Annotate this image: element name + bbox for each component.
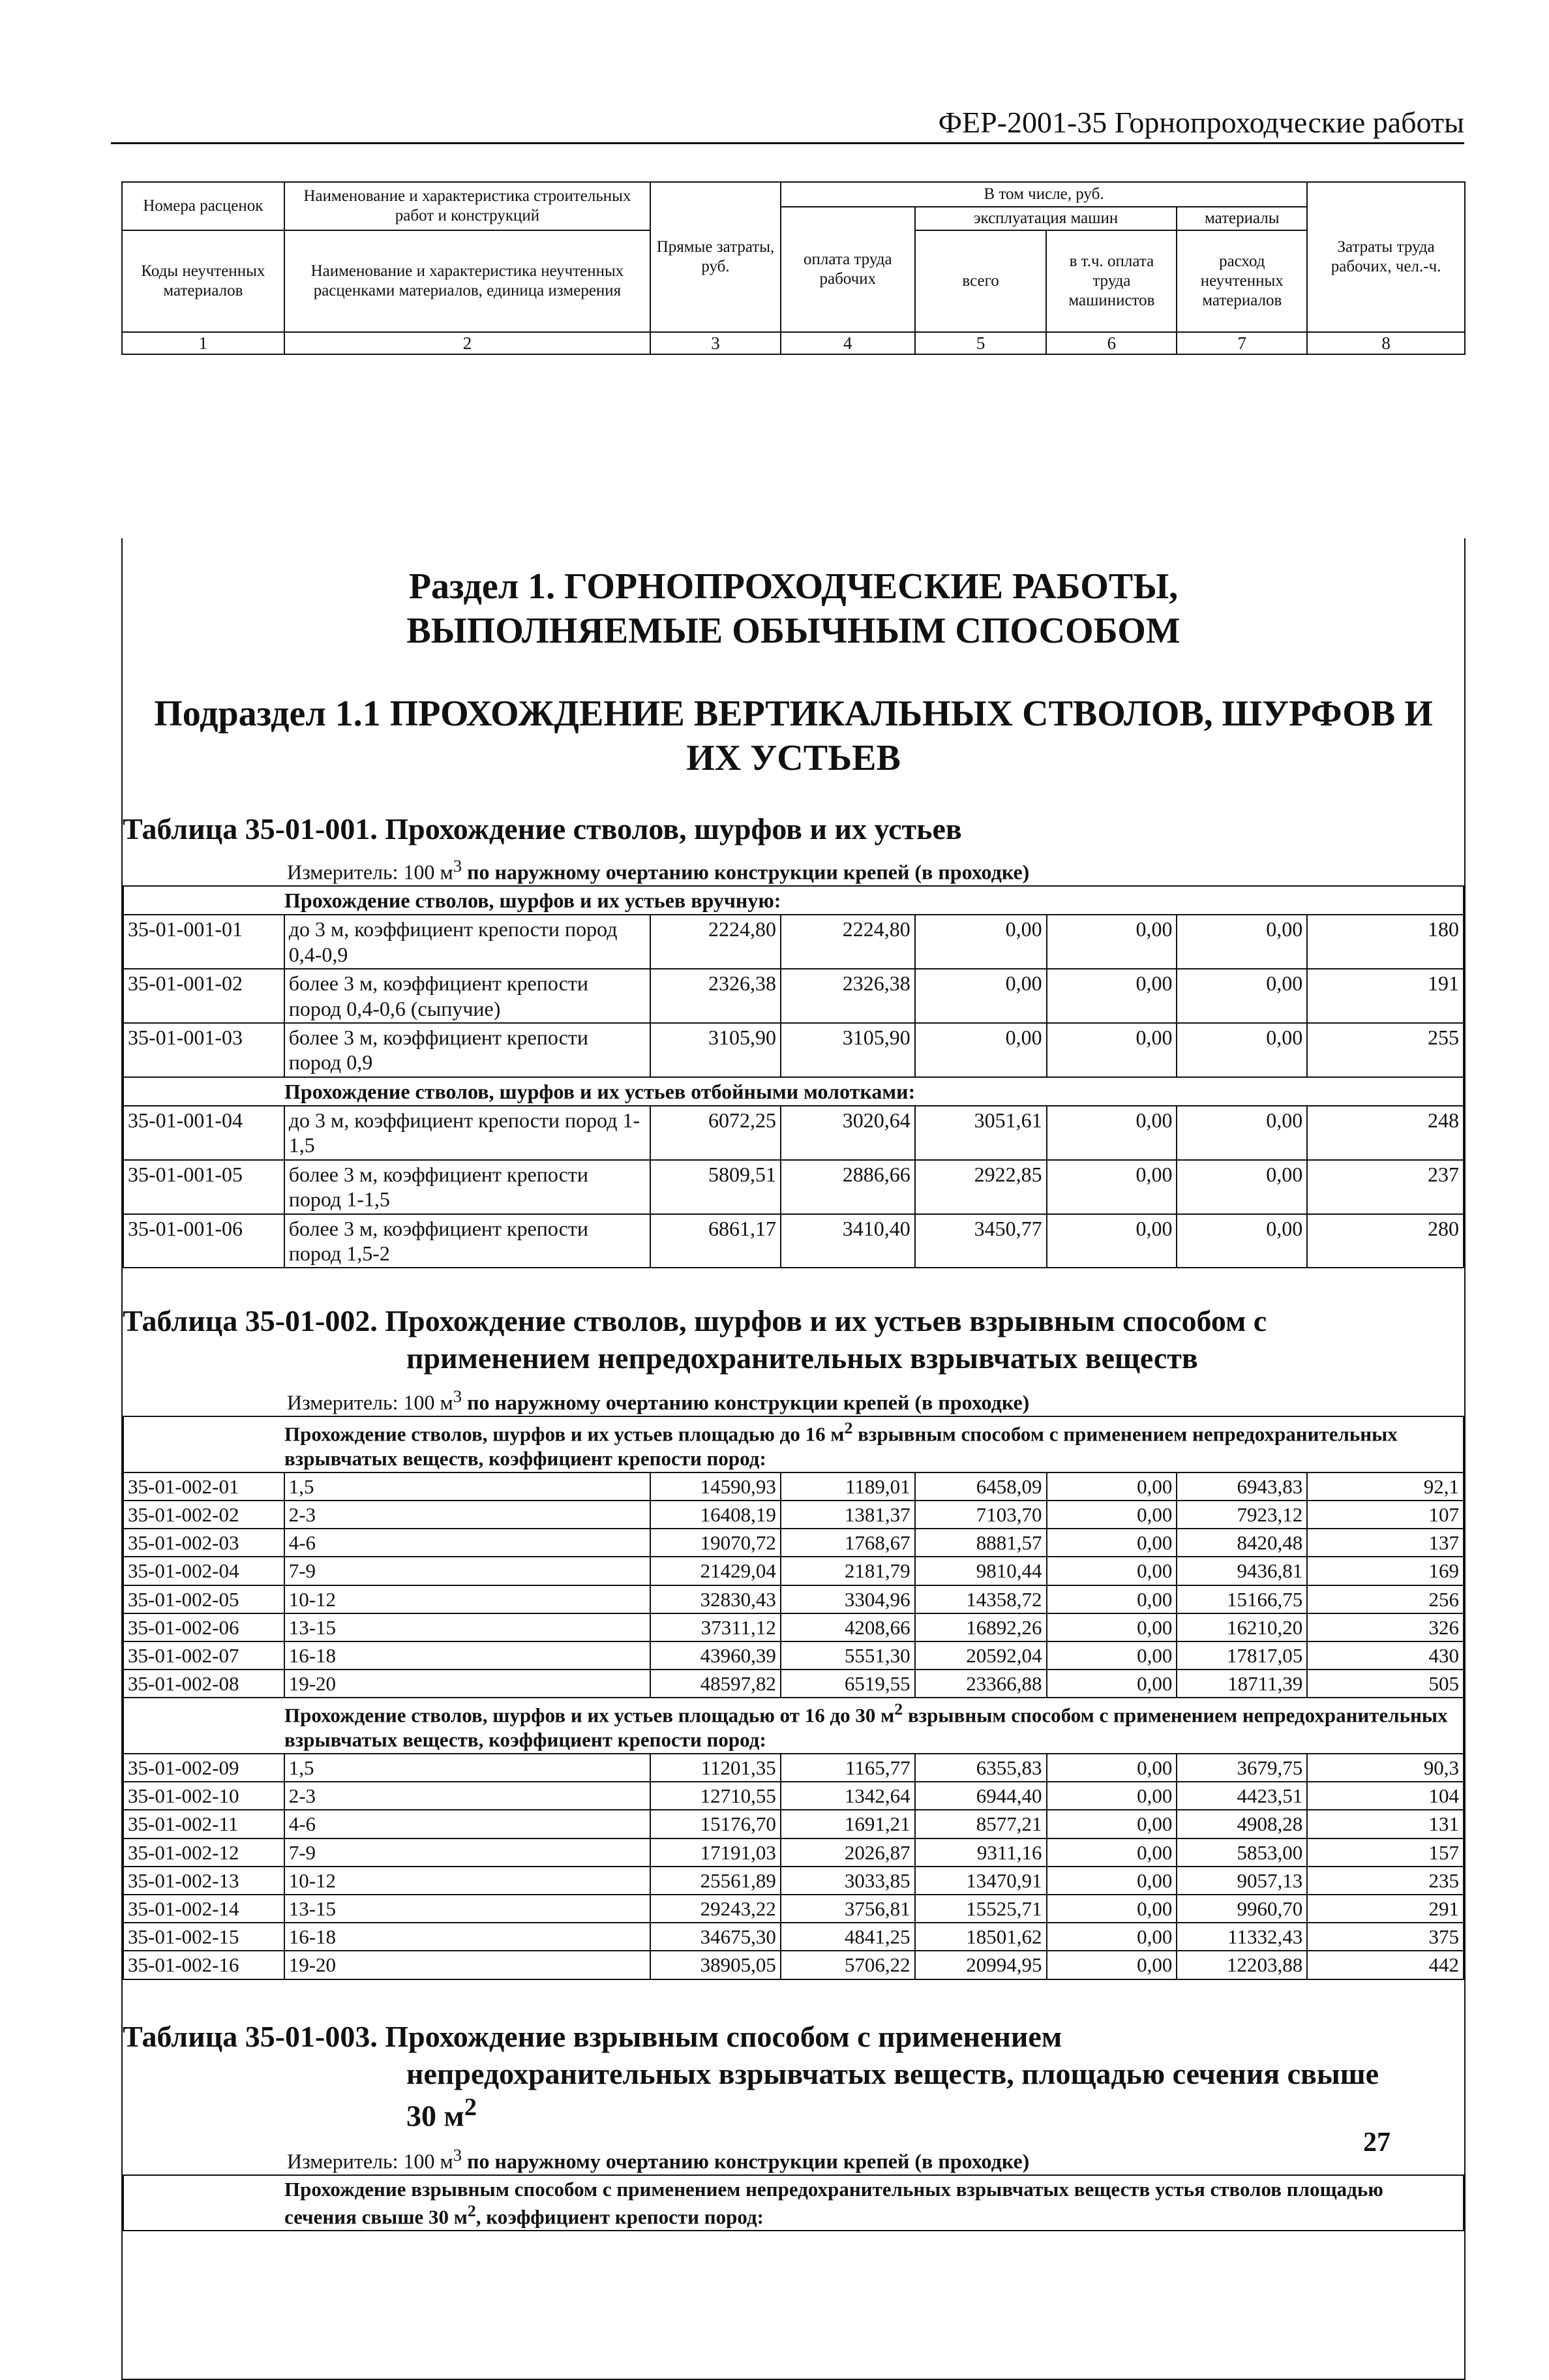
table-row <box>123 1160 1464 1214</box>
header-number: 3 <box>650 332 781 354</box>
rate-value: 107 <box>1307 1501 1464 1529</box>
rate-value: 1691,21 <box>781 1810 915 1838</box>
rate-description: 16-18 <box>284 1923 650 1951</box>
rate-value: 0,00 <box>1047 1557 1177 1585</box>
rate-value: 0,00 <box>1047 1529 1177 1557</box>
rate-value: 3450,77 <box>915 1214 1047 1268</box>
rate-value: 0,00 <box>915 1023 1047 1077</box>
rate-value: 2224,80 <box>781 915 915 969</box>
rate-code: 35-01-002-12 <box>123 1838 284 1867</box>
table-row <box>123 1923 1464 1951</box>
rate-value: 7923,12 <box>1177 1501 1307 1529</box>
rate-description: 19-20 <box>284 1951 650 1979</box>
running-head: ФЕР-2001-35 Горнопроходческие работы <box>111 106 1464 144</box>
header-machines: эксплуатация машин <box>915 207 1177 230</box>
rate-code: 35-01-002-03 <box>123 1529 284 1557</box>
table-row <box>123 1023 1464 1077</box>
rate-value: 7103,70 <box>915 1501 1047 1529</box>
rate-value: 48597,82 <box>650 1670 781 1698</box>
rate-value: 5809,51 <box>650 1160 781 1214</box>
rate-description: 4-6 <box>284 1810 650 1838</box>
rate-value: 11201,35 <box>650 1754 781 1782</box>
table2-group-16to30: Прохождение стволов, шурфов и их устьев площадью от 16 до 30 $м^2$ взрывным способом с применением непредохранительных взрывчатых веществ, коэффициент крепости пород: <box>123 1698 1464 1754</box>
table1-group-hammers: Прохождение стволов, шурфов и их устьев отбойными молотками: <box>123 1077 1464 1106</box>
rate-value: 0,00 <box>1047 1613 1177 1641</box>
rate-value: 3105,90 <box>650 1023 781 1077</box>
table-row <box>123 1557 1464 1585</box>
table-row <box>123 1838 1464 1867</box>
rate-value: 0,00 <box>915 969 1047 1023</box>
rate-value: 0,00 <box>1047 1106 1177 1160</box>
rate-value: 3020,64 <box>781 1106 915 1160</box>
table1-title: Таблица 35-01-001. Прохождение стволов, шурфов и их устьев <box>123 812 962 846</box>
table3 <box>123 2174 1464 2232</box>
rate-value: 15176,70 <box>650 1810 781 1838</box>
rate-value: 3105,90 <box>781 1023 915 1077</box>
rate-value: 43960,39 <box>650 1641 781 1670</box>
rate-description: 7-9 <box>284 1557 650 1585</box>
rate-value: 2026,87 <box>781 1838 915 1867</box>
table-row <box>123 1782 1464 1810</box>
rate-value: 0,00 <box>1047 969 1177 1023</box>
rate-value: 11332,43 <box>1177 1923 1307 1951</box>
rate-value: 17817,05 <box>1177 1641 1307 1670</box>
header-number: 8 <box>1307 332 1465 354</box>
rate-value: 34675,30 <box>650 1923 781 1951</box>
rate-value: 0,00 <box>1177 1214 1307 1268</box>
rate-value: 237 <box>1307 1160 1464 1214</box>
rate-code: 35-01-002-11 <box>123 1810 284 1838</box>
rate-value: 1189,01 <box>781 1472 915 1501</box>
rate-value: 442 <box>1307 1951 1464 1979</box>
rate-description: более 3 м, коэффициент крепости пород 1-1,5 <box>284 1160 650 1214</box>
rate-value: 3756,81 <box>781 1895 915 1923</box>
rate-value: 0,00 <box>1177 1023 1307 1077</box>
header-machinists-pay: в т.ч. оплата труда машинистов <box>1046 230 1177 332</box>
rate-value: 6355,83 <box>915 1754 1047 1782</box>
rate-value: 0,00 <box>1047 1023 1177 1077</box>
rate-value: 0,00 <box>1047 1670 1177 1698</box>
section-title: Раздел 1. ГОРНОПРОХОДЧЕСКИЕ РАБОТЫ, ВЫПОЛНЯЕМЫЕ ОБЫЧНЫМ СПОСОБОМ <box>406 566 1181 652</box>
rate-code: 35-01-001-01 <box>123 915 284 969</box>
rate-description: 13-15 <box>284 1895 650 1923</box>
rate-value: 9810,44 <box>915 1557 1047 1585</box>
rate-value: 430 <box>1307 1641 1464 1670</box>
table-row <box>123 1472 1464 1501</box>
rate-description: 1,5 <box>284 1472 650 1501</box>
rate-value: 6861,17 <box>650 1214 781 1268</box>
rate-value: 16210,20 <box>1177 1613 1307 1641</box>
header-machines-total: всего <box>915 230 1047 332</box>
rate-value: 20592,04 <box>915 1641 1047 1670</box>
rate-value: 8420,48 <box>1177 1529 1307 1557</box>
rate-description: 10-12 <box>284 1585 650 1613</box>
rate-value: 6458,09 <box>915 1472 1047 1501</box>
rate-code: 35-01-001-03 <box>123 1023 284 1077</box>
rate-value: 9311,16 <box>915 1838 1047 1867</box>
rate-value: 1342,64 <box>781 1782 915 1810</box>
rate-value: 15166,75 <box>1177 1585 1307 1613</box>
rate-code: 35-01-002-10 <box>123 1782 284 1810</box>
rate-value: 0,00 <box>1047 1867 1177 1895</box>
rate-code: 35-01-002-13 <box>123 1867 284 1895</box>
price-table-body <box>121 538 1466 2380</box>
rate-code: 35-01-002-16 <box>123 1951 284 1979</box>
table-row <box>123 1585 1464 1613</box>
rate-description: 7-9 <box>284 1838 650 1867</box>
rate-value: 1381,37 <box>781 1501 915 1529</box>
rate-value: 3304,96 <box>781 1585 915 1613</box>
rate-value: 6519,55 <box>781 1670 915 1698</box>
rate-code: 35-01-002-15 <box>123 1923 284 1951</box>
rate-value: 0,00 <box>1047 1782 1177 1810</box>
rate-value: 0,00 <box>1177 969 1307 1023</box>
table-row <box>123 1670 1464 1698</box>
table-row <box>123 1613 1464 1641</box>
rate-value: 23366,88 <box>915 1670 1047 1698</box>
rate-value: 0,00 <box>1047 1754 1177 1782</box>
rate-description: 1,5 <box>284 1754 650 1782</box>
rate-value: 2326,38 <box>781 969 915 1023</box>
table1-measure: Измеритель: 100 $м^3$ по наружному очертанию конструкции крепей (в проходке) <box>287 856 1030 884</box>
rate-value: 0,00 <box>915 915 1047 969</box>
rate-value: 1768,67 <box>781 1529 915 1557</box>
rate-value: 280 <box>1307 1214 1464 1268</box>
rate-value: 4423,51 <box>1177 1782 1307 1810</box>
rate-value: 29243,22 <box>650 1895 781 1923</box>
rate-code: 35-01-002-07 <box>123 1641 284 1670</box>
rate-value: 8881,57 <box>915 1529 1047 1557</box>
rate-value: 5706,22 <box>781 1951 915 1979</box>
table3-group: Прохождение взрывным способом с применением непредохранительных взрывчатых веществ устья стволов площадью сечения свыше 30 $м^2$, коэффициент крепости пород: <box>123 2175 1464 2231</box>
rate-value: 191 <box>1307 969 1464 1023</box>
rate-value: 38905,05 <box>650 1951 781 1979</box>
rate-value: 8577,21 <box>915 1810 1047 1838</box>
table-row <box>123 1106 1464 1160</box>
rate-value: 19070,72 <box>650 1529 781 1557</box>
rate-value: 9960,70 <box>1177 1895 1307 1923</box>
header-number: 5 <box>915 332 1047 354</box>
header-codes: Номера расценок <box>122 182 284 230</box>
rate-description: 19-20 <box>284 1670 650 1698</box>
rate-value: 32830,43 <box>650 1585 781 1613</box>
rate-value: 131 <box>1307 1810 1464 1838</box>
rate-value: 0,00 <box>1047 1838 1177 1867</box>
rate-description: 4-6 <box>284 1529 650 1557</box>
rate-value: 4908,28 <box>1177 1810 1307 1838</box>
price-table-frame <box>121 176 1466 2248</box>
rate-code: 35-01-001-02 <box>123 969 284 1023</box>
table3-measure: Измеритель: 100 $м^3$ по наружному очертанию конструкции крепей (в проходке) <box>287 2144 1030 2173</box>
rate-code: 35-01-001-06 <box>123 1214 284 1268</box>
rate-code: 35-01-002-05 <box>123 1585 284 1613</box>
rate-value: 0,00 <box>1177 1106 1307 1160</box>
header-number: 2 <box>284 332 650 354</box>
rate-code: 35-01-001-04 <box>123 1106 284 1160</box>
rate-value: 20994,95 <box>915 1951 1047 1979</box>
rate-value: 12710,55 <box>650 1782 781 1810</box>
header-material-codes: Коды неучтенных материалов <box>122 230 284 332</box>
rate-value: 6944,40 <box>915 1782 1047 1810</box>
rate-value: 0,00 <box>1047 1895 1177 1923</box>
table-row <box>123 1951 1464 1979</box>
rate-value: 0,00 <box>1047 1585 1177 1613</box>
rate-value: 13470,91 <box>915 1867 1047 1895</box>
table-row <box>123 969 1464 1023</box>
table2-measure: Измеритель: 100 $м^3$ по наружному очертанию конструкции крепей (в проходке) <box>287 1386 1030 1415</box>
rate-value: 2326,38 <box>650 969 781 1023</box>
rate-value: 25561,89 <box>650 1867 781 1895</box>
rate-description: 16-18 <box>284 1641 650 1670</box>
column-header-table <box>121 181 1466 355</box>
rate-description: 2-3 <box>284 1782 650 1810</box>
table-row <box>123 1214 1464 1268</box>
rate-value: 505 <box>1307 1670 1464 1698</box>
rate-value: 0,00 <box>1047 915 1177 969</box>
rate-value: 9057,13 <box>1177 1867 1307 1895</box>
rate-value: 14358,72 <box>915 1585 1047 1613</box>
rate-value: 0,00 <box>1047 1472 1177 1501</box>
rate-value: 235 <box>1307 1867 1464 1895</box>
rate-value: 0,00 <box>1047 1923 1177 1951</box>
table-row <box>123 1867 1464 1895</box>
rate-value: 37311,12 <box>650 1613 781 1641</box>
table-row <box>123 1895 1464 1923</box>
rate-value: 157 <box>1307 1838 1464 1867</box>
rate-code: 35-01-002-01 <box>123 1472 284 1501</box>
rate-value: 3051,61 <box>915 1106 1047 1160</box>
rate-value: 16408,19 <box>650 1501 781 1529</box>
subsection-title: Подраздел 1.1 ПРОХОЖДЕНИЕ ВЕРТИКАЛЬНЫХ СТВОЛОВ, ШУРФОВ И ИХ УСТЬЕВ <box>154 693 1433 778</box>
rate-value: 0,00 <box>1047 1810 1177 1838</box>
rate-value: 0,00 <box>1047 1501 1177 1529</box>
rate-value: 21429,04 <box>650 1557 781 1585</box>
rate-value: 3033,85 <box>781 1867 915 1895</box>
table2-title: Таблица 35-01-002. Прохождение стволов, шурфов и их устьев взрывным способом с применением непредохранительных взрывчатых веществ <box>123 1304 1267 1375</box>
rate-code: 35-01-002-08 <box>123 1670 284 1698</box>
rate-value: 0,00 <box>1047 1641 1177 1670</box>
rate-value: 375 <box>1307 1923 1464 1951</box>
rate-code: 35-01-002-14 <box>123 1895 284 1923</box>
rate-description: более 3 м, коэффициент крепости пород 0,9 <box>284 1023 650 1077</box>
rate-value: 2886,66 <box>781 1160 915 1214</box>
rate-description: более 3 м, коэффициент крепости пород 0,4-0,6 (сыпучие) <box>284 969 650 1023</box>
rate-code: 35-01-002-06 <box>123 1613 284 1641</box>
table1 <box>123 885 1464 1268</box>
rate-value: 9436,81 <box>1177 1557 1307 1585</box>
rate-description: 2-3 <box>284 1501 650 1529</box>
rate-value: 169 <box>1307 1557 1464 1585</box>
rate-code: 35-01-002-04 <box>123 1557 284 1585</box>
header-materials: материалы <box>1177 207 1307 230</box>
rate-value: 1165,77 <box>781 1754 915 1782</box>
rate-value: 18711,39 <box>1177 1670 1307 1698</box>
rate-value: 5853,00 <box>1177 1838 1307 1867</box>
rate-value: 137 <box>1307 1529 1464 1557</box>
rate-value: 2181,79 <box>781 1557 915 1585</box>
table2 <box>123 1416 1464 1979</box>
rate-value: 104 <box>1307 1782 1464 1810</box>
header-number: 7 <box>1177 332 1307 354</box>
rate-code: 35-01-002-09 <box>123 1754 284 1782</box>
table-row <box>123 1641 1464 1670</box>
table3-title: Таблица 35-01-003. Прохождение взрывным способом с применением непредохранительных взрывчатых веществ, площадью сечения свыше 30 $м^2$ <box>123 2019 1379 2132</box>
table2-group-upto16: Прохождение стволов, шурфов и их устьев площадью до 16 $м^2$ взрывным способом с применением непредохранительных взрывчатых веществ, коэффициент крепости пород: <box>123 1416 1464 1472</box>
rate-value: 0,00 <box>1047 1214 1177 1268</box>
header-material-name: Наименование и характеристика неучтенных расценками материалов, единица измерения <box>284 230 650 332</box>
header-material-usage: расход неучтенных материалов <box>1177 230 1307 332</box>
table1-group-manual: Прохождение стволов, шурфов и их устьев вручную: <box>123 886 1464 915</box>
rate-value: 0,00 <box>1047 1951 1177 1979</box>
rate-value: 6072,25 <box>650 1106 781 1160</box>
rate-value: 256 <box>1307 1585 1464 1613</box>
rate-value: 0,00 <box>1177 915 1307 969</box>
rate-value: 291 <box>1307 1895 1464 1923</box>
rate-value: 326 <box>1307 1613 1464 1641</box>
rate-value: 14590,93 <box>650 1472 781 1501</box>
page-number: 27 <box>1363 2128 1391 2158</box>
rate-value: 5551,30 <box>781 1641 915 1670</box>
table-row <box>123 915 1464 969</box>
rate-description: до 3 м, коэффициент крепости пород 1-1,5 <box>284 1106 650 1160</box>
rate-value: 18501,62 <box>915 1923 1047 1951</box>
rate-value: 255 <box>1307 1023 1464 1077</box>
rate-value: 0,00 <box>1047 1160 1177 1214</box>
rate-value: 3410,40 <box>781 1214 915 1268</box>
rate-value: 90,3 <box>1307 1754 1464 1782</box>
table-row <box>123 1529 1464 1557</box>
rate-description: 13-15 <box>284 1613 650 1641</box>
rate-value: 2922,85 <box>915 1160 1047 1214</box>
header-number: 6 <box>1046 332 1177 354</box>
rate-value: 2224,80 <box>650 915 781 969</box>
rate-value: 180 <box>1307 915 1464 969</box>
header-number: 1 <box>122 332 284 354</box>
rate-description: до 3 м, коэффициент крепости пород 0,4-0,9 <box>284 915 650 969</box>
rate-value: 17191,03 <box>650 1838 781 1867</box>
rate-value: 4208,66 <box>781 1613 915 1641</box>
rate-code: 35-01-001-05 <box>123 1160 284 1214</box>
rate-value: 6943,83 <box>1177 1472 1307 1501</box>
table-row <box>123 1754 1464 1782</box>
rate-value: 248 <box>1307 1106 1464 1160</box>
rate-value: 16892,26 <box>915 1613 1047 1641</box>
header-including: В том числе, руб. <box>781 182 1307 207</box>
table-row <box>123 1501 1464 1529</box>
header-labor-hours: Затраты труда рабочих, чел.-ч. <box>1307 182 1465 332</box>
header-labor-pay: оплата труда рабочих <box>781 207 915 332</box>
rate-description: более 3 м, коэффициент крепости пород 1,5-2 <box>284 1214 650 1268</box>
table-row <box>123 1810 1464 1838</box>
rate-value: 3679,75 <box>1177 1754 1307 1782</box>
rate-description: 10-12 <box>284 1867 650 1895</box>
header-work-name: Наименование и характеристика строительных работ и конструкций <box>284 182 650 230</box>
rate-value: 0,00 <box>1177 1160 1307 1214</box>
rate-value: 15525,71 <box>915 1895 1047 1923</box>
rate-value: 12203,88 <box>1177 1951 1307 1979</box>
header-direct-costs: Прямые затраты, руб. <box>650 182 781 332</box>
header-number: 4 <box>781 332 915 354</box>
rate-value: 4841,25 <box>781 1923 915 1951</box>
rate-value: 92,1 <box>1307 1472 1464 1501</box>
rate-code: 35-01-002-02 <box>123 1501 284 1529</box>
